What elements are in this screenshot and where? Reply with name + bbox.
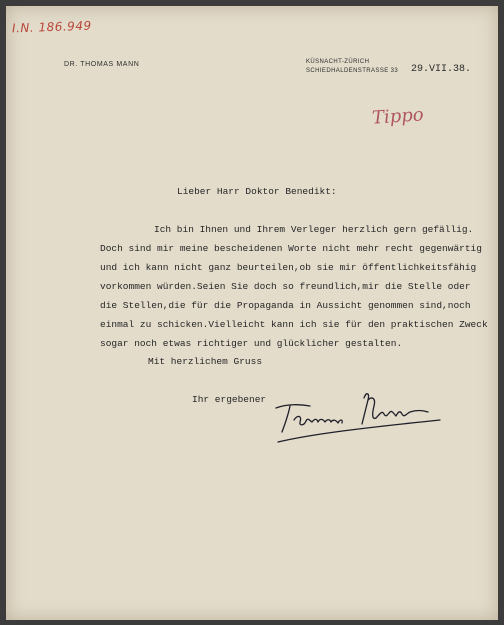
body-line: vorkommen würden.Seien Sie doch so freundlich,mir die Stelle oder bbox=[100, 281, 471, 292]
body-line: einmal zu schicken.Vielleicht kann ich sie für den praktischen Zweck bbox=[100, 319, 488, 330]
letter-sheet bbox=[6, 6, 498, 620]
body-line: Doch sind mir meine bescheidenen Worte nicht mehr recht gegenwärtig bbox=[100, 243, 482, 254]
body-line: Ich bin Ihnen und Ihrem Verleger herzlich gern gefällig. bbox=[154, 224, 474, 235]
handwritten-signature bbox=[272, 386, 447, 456]
letterhead-street: SCHIEDHALDENSTRASSE 33 bbox=[306, 68, 399, 74]
closing: Mit herzlichem Gruss bbox=[148, 356, 263, 367]
signoff: Ihr ergebener bbox=[192, 394, 267, 405]
letterhead-address bbox=[306, 58, 398, 76]
letterhead-city: KÜSNACHT-ZÜRICH bbox=[306, 59, 370, 65]
letterhead-name: DR. THOMAS MANN bbox=[64, 61, 140, 68]
body-line: und ich kann nicht ganz beurteilen,ob sie mir öffentlichkeitsfähig bbox=[100, 262, 477, 273]
body-line: sogar noch etwas richtiger und glücklicher gestalten. bbox=[100, 338, 403, 349]
letter-date: 29.VII.38. bbox=[411, 64, 472, 75]
body-line: die Stellen,die für die Propaganda in Aussicht genommen sind,noch bbox=[100, 300, 471, 311]
pencil-annotation: Tippo bbox=[371, 104, 425, 129]
salutation: Lieber Harr Doktor Benedikt: bbox=[177, 186, 337, 197]
archive-number: I.N. 186.949 bbox=[11, 18, 92, 36]
